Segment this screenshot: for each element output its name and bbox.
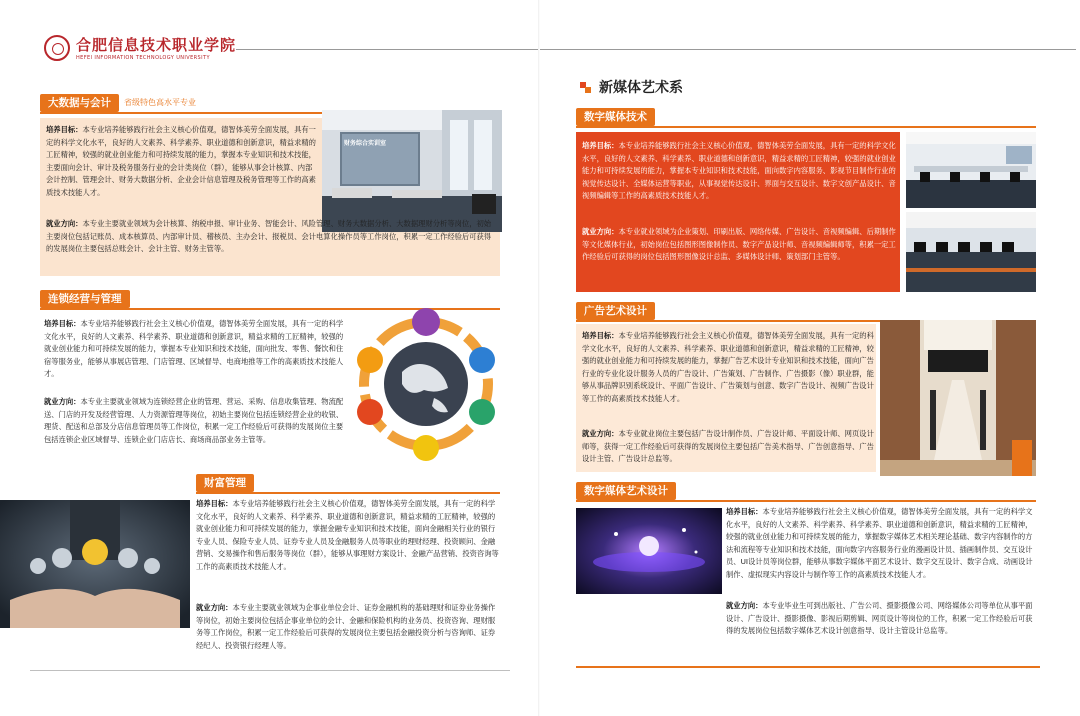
career-label: 就业方向： <box>582 429 619 438</box>
career-text: 本专业就业领域为企业策划、印刷出版、网络传媒、广告设计、音视频编辑、后期制作等文化媒体行业，初始岗位包括图形图像制作员、数字产品设计师、音视频编辑师等，积累一定工作经验后可获得的岗位包括图形图像设计总监、多媒体设计师、策划部门主管等。 <box>582 227 896 261</box>
school-name-cn: 合肥信息技术职业学院 <box>76 36 237 54</box>
career-label: 就业方向： <box>46 219 83 228</box>
chain-career <box>44 396 350 447</box>
goal-text: 本专业培养能够践行社会主义核心价值观，德智体美劳全面发展，具有一定的科学文化水平，良好的人文素养、科学素养、职业道德和创新意识，精益求精的工匠精神，较强的就业创业能力和可持续发展的能力，掌握金融专业知识和技术技能，面向金融相关行业的银行专业人员、保险专业人员、证券专业人员及金融服务人员等职业的理财经理、投资顾问、金融营销、交易操作和售后服务等岗位（群），能够从事理财方案设计、金融产品营销、投资咨询等工作的高素质技术技能人才。 <box>196 499 499 571</box>
goal-label: 培养目标： <box>44 319 81 328</box>
header-rule <box>540 49 1076 50</box>
section-rule <box>196 492 500 494</box>
section-rule <box>576 126 1036 128</box>
section-subtitle-big-data: 省级特色高水平专业 <box>124 98 196 107</box>
career-text: 本专业主要就业领域为连锁经营企业的管理、营运、采购、信息收集管理、物流配送、门店的开发及经营管理、人力资源管理等岗位，初始主要岗位包括连锁经营企业的收银、理货、配送和总部及分店信息管理员等工作岗位，积累一定工作经验后可获得的发展岗位主要包括连锁企业区域督导、连锁企业门店店长、商场商品部业务主管等。 <box>44 397 344 444</box>
advertising-career <box>582 428 874 467</box>
goal-label: 培养目标： <box>46 125 83 134</box>
goal-label: 培养目标： <box>582 331 619 340</box>
career-text: 本专业毕业生可到出版社、广告公司、摄影摄像公司、网络媒体公司等单位从事平面设计、广告设计、摄影摄像、影视后期剪辑、网页设计等岗位的工作，积累一定工作经验后可获得的发展岗位包括数字媒体艺术设计创意指导、设计主管设计总监等。 <box>726 601 1033 635</box>
digital-art-photo <box>576 508 722 594</box>
chain-globe-illustration <box>352 302 500 462</box>
big-data-career <box>46 218 496 257</box>
goal-label: 培养目标： <box>726 507 763 516</box>
big-data-goal <box>46 124 318 200</box>
goal-label: 培养目标： <box>196 499 233 508</box>
goal-label: 培养目标： <box>582 141 619 150</box>
digital-media-goal <box>582 140 896 204</box>
school-seal-icon <box>44 35 70 61</box>
goal-text: 本专业培养能够践行社会主义核心价值观，德智体美劳全面发展，具有一定的科学文化水平，良好的人文素养、科学素养、职业道德和创新意识，精益求精的工匠精神，较强的就业创业能力和可持续发展的能力，掌握本专业知识和技术技能，面向批发、零售、餐饮和住宿等服务业，能够从事展店管理、门店管理、区域督导、电商地推等工作的高素质技术技能人才。 <box>44 319 344 378</box>
department-mark-icon <box>580 82 591 93</box>
photo-sign-text: 财务综合实训室 <box>344 140 387 147</box>
career-text: 本专业就业岗位主要包括广告设计制作员、广告设计师、平面设计师、网页设计师等，获得一定工作经验后可获得的发展岗位主要包括广告美术指导、广告创意指导、广告设计主管、广告设计总监等。 <box>582 429 874 463</box>
digital-media-career <box>582 226 896 265</box>
career-label: 就业方向： <box>196 603 233 612</box>
digital-art-goal <box>726 506 1036 582</box>
school-logo <box>44 34 236 61</box>
department-title <box>580 77 683 97</box>
computer-lab-photo-1 <box>906 132 1036 208</box>
section-tag-digital-art: 数字媒体艺术设计 <box>576 482 676 500</box>
accounting-lab-photo <box>322 110 502 232</box>
section-rule <box>40 112 322 114</box>
goal-text: 本专业培养能够践行社会主义核心价值观，德智体美劳全面发展，具有一定的科学文化水平，良好的人文素养、科学素养、职业道德和创新意识，精益求精的工匠精神，较强的就业创业能力和可持续发展的能力，掌握广告艺术设计专业知识和技术技能，面向广告行业的专业化设计服务人员的广告设计、广告策划、广告制作、广告摄影（像）职业群，能够从事品牌识别系统设计、平面广告设计、广告策划与创意、数字广告设计、视频广告设计等工作的高素质技术技能人才。 <box>582 331 874 403</box>
page-bottom-rule <box>30 670 510 671</box>
school-name-en: HEFEI INFORMATION TECHNOLOGY UNIVERSITY <box>76 55 210 61</box>
goal-text: 本专业培养能够践行社会主义核心价值观，德智体美劳全面发展，具有一定的科学文化水平，良好的人文素养、科学素养、职业道德和创新意识，精益求精的工匠精神，较强的就业创业能力和可持续发展的能力，掌握本专业知识和技术技能，面向数字内容服务、影视节目制作行业的视觉传达设计、全媒体运营等职业，从事视觉传达设计、界面与交互设计、数字文创产品设计、音视频编辑等工作的高素质技术技能人才。 <box>582 141 896 200</box>
goal-text: 本专业培养能够践行社会主义核心价值观，德智体美劳全面发展，具有一定的科学文化水平，良好的人文素养、科学素养、科学素养、职业道德和创新意识，精益求精的工匠精神，较强的就业创业能力和可持续发展的能力，掌握数字媒体艺术相关理论基础、数字内容制作的方法和流程等专业知识和技术技能，面向数字内容服务行业的漫画设计员、插画制作员、交互设计员、UI设计员等岗位群，能够从事数字媒体平面艺术设计、数字交互设计、数字合成、动画设计制作、虚拟现实内容设计与制作等工作的高素质技术技能人才。 <box>726 507 1033 579</box>
chain-goal <box>44 318 350 382</box>
wealth-goal <box>196 498 502 574</box>
right-page <box>540 0 1080 716</box>
section-tag-chain: 连锁经营与管理 <box>40 290 130 308</box>
wealth-career <box>196 602 502 653</box>
career-text: 本专业主要就业领域为会计核算、纳税申报、审计业务、智能会计、风险管理、财务大数据分析、大数据理财分析等岗位，初始主要岗位包括记账员、成本核算员、内部审计员、稽核员、主办会计、报税员、会计电算化操作员等工作岗位，积累一定工作经验后可获得的发展岗位主要包括总账会计、会计主管、财务主管等。 <box>46 219 492 253</box>
page-bottom-rule <box>576 666 1040 668</box>
career-label: 就业方向： <box>582 227 619 236</box>
computer-lab-photo-2 <box>906 212 1036 292</box>
advertising-goal <box>582 330 874 406</box>
career-text: 本专业主要就业领域为企事业单位会计、证券金融机构的基础理财和证券业务操作等岗位，初始主要岗位包括企事业单位的会计、金融和保险机构的业务员、投资咨询、理财服务等工作岗位，积累一定工作经验后可获得的发展岗位主要包括金融投资分析与咨询师、证券经纪人、投资银行经理人等。 <box>196 603 496 650</box>
section-tag-big-data: 大数据与会计 <box>40 94 119 112</box>
career-label: 就业方向： <box>44 397 81 406</box>
section-tag-wealth: 财富管理 <box>196 474 254 492</box>
section-tag-advertising: 广告艺术设计 <box>576 302 655 320</box>
section-rule <box>576 500 1036 502</box>
header-rule <box>236 49 540 50</box>
meeting-room-photo <box>880 320 1036 476</box>
wealth-hands-photo <box>0 500 190 628</box>
goal-text: 本专业培养能够践行社会主义核心价值观，德智体美劳全面发展，具有一定的科学文化水平，良好的人文素养、科学素养、职业道德和创新意识，精益求精的工匠精神，较强的就业创业能力和可持续发展的能力，掌握本专业知识和技术技能，主要面向会计、审计及税务服务行业的会计类岗位（群），能够从事会计核算、内部会计控制、管理会计、财务大数据分析、企业会计信息管理及税务管理等工作的高素质技术技能人才。 <box>46 125 316 197</box>
section-tag-digital-media: 数字媒体技术 <box>576 108 655 126</box>
digital-art-career <box>726 600 1036 639</box>
department-name: 新媒体艺术系 <box>599 80 683 96</box>
career-label: 就业方向： <box>726 601 763 610</box>
